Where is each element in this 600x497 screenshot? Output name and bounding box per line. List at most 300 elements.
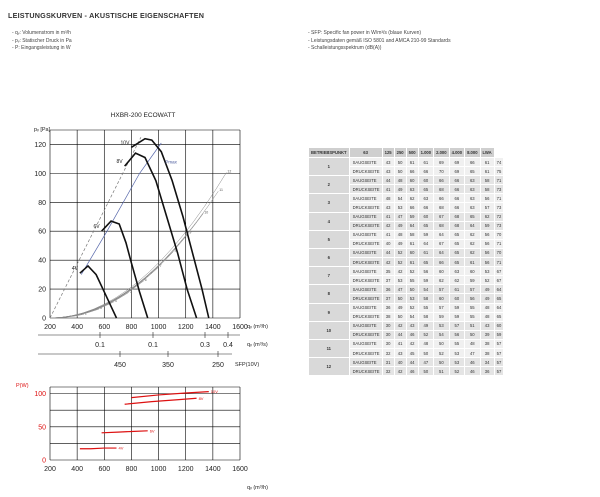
value-cell: 39: [480, 330, 494, 339]
value-cell: 67: [434, 239, 449, 248]
value-cell: 54: [418, 285, 433, 294]
x-tick-label: 800: [125, 466, 138, 473]
column-header: 4.000: [449, 148, 464, 158]
secondary-tick-label: 450: [114, 362, 126, 369]
value-cell: 64: [434, 230, 449, 239]
value-cell: 50: [394, 294, 406, 303]
value-cell: 38: [480, 348, 494, 357]
value-cell: 62: [465, 230, 480, 239]
x-tick-label: 1000: [150, 324, 167, 331]
series-label: 10V: [120, 140, 130, 147]
value-cell: 59: [449, 312, 464, 321]
value-cell: 54: [394, 194, 406, 203]
value-cell: 50: [394, 312, 406, 321]
legend-right: [308, 30, 451, 53]
value-cell: 57: [494, 367, 504, 376]
value-cell: 48: [382, 194, 394, 203]
x-tick-label: 1400: [205, 324, 221, 331]
x-tick-label: 600: [98, 324, 111, 331]
value-cell: 51: [434, 367, 449, 376]
table-row: [309, 248, 504, 257]
system-curve-label: 3: [99, 306, 102, 311]
table-row: [309, 158, 504, 167]
value-cell: 60: [434, 267, 449, 276]
legend-left: [12, 30, 72, 53]
value-cell: 56: [480, 248, 494, 257]
value-cell: 62: [434, 276, 449, 285]
value-cell: 56: [480, 239, 494, 248]
value-cell: 64: [418, 239, 433, 248]
value-cell: 49: [418, 321, 433, 330]
value-cell: 63: [465, 194, 480, 203]
value-cell: 60: [418, 212, 433, 221]
value-cell: 65: [449, 230, 464, 239]
side-cell: SAUGSEITE: [349, 267, 382, 276]
value-cell: 53: [449, 358, 464, 367]
value-cell: 49: [394, 221, 406, 230]
value-cell: 52: [418, 330, 433, 339]
value-cell: 30: [382, 321, 394, 330]
value-cell: 53: [449, 348, 464, 357]
value-cell: 52: [406, 267, 418, 276]
value-cell: 43: [406, 321, 418, 330]
system-curve-label: 2: [84, 311, 87, 316]
value-cell: 42: [406, 339, 418, 348]
value-cell: 59: [449, 303, 464, 312]
value-cell: 62: [465, 239, 480, 248]
value-cell: 60: [494, 321, 504, 330]
series-label: 6V: [149, 428, 155, 434]
side-cell: DRUCKSEITE: [349, 276, 382, 285]
y-tick-label: 100: [34, 391, 46, 399]
value-cell: 66: [434, 194, 449, 203]
value-cell: 58: [406, 230, 418, 239]
series-line: [80, 448, 117, 449]
value-cell: 50: [394, 167, 406, 176]
x-tick-label: 1200: [177, 324, 194, 331]
value-cell: 59: [494, 330, 504, 339]
value-cell: 57: [494, 358, 504, 367]
series-label: 8V: [198, 395, 204, 401]
value-cell: 63: [465, 176, 480, 185]
value-cell: 50: [434, 358, 449, 367]
secondary-tick-label: 0.1: [95, 342, 105, 349]
value-cell: 56: [480, 230, 494, 239]
value-cell: 66: [449, 194, 464, 203]
point-cell: 10: [309, 321, 350, 339]
pressure-chart: [0, 105, 300, 375]
value-cell: 42: [394, 267, 406, 276]
value-cell: 58: [418, 312, 433, 321]
value-cell: 62: [406, 194, 418, 203]
value-cell: 53: [480, 267, 494, 276]
value-cell: 42: [382, 221, 394, 230]
value-cell: 55: [418, 303, 433, 312]
value-cell: 61: [480, 167, 494, 176]
value-cell: 57: [480, 203, 494, 212]
column-header: 125: [382, 148, 394, 158]
column-header: 8.000: [465, 148, 480, 158]
side-cell: SAUGSEITE: [349, 303, 382, 312]
column-header: BETRIEBSPUNKT: [309, 148, 350, 158]
y-tick-label: 60: [38, 228, 46, 236]
value-cell: 67: [434, 212, 449, 221]
legend-item: - Leistungsdaten gemäß ISO 5801 and AMCA 210-99 Standards: [308, 37, 451, 44]
point-cell: 6: [309, 248, 350, 266]
x-tick-label: 200: [44, 466, 56, 473]
x-tick-label: 1000: [150, 466, 167, 473]
value-cell: 74: [494, 158, 504, 167]
value-cell: 48: [480, 312, 494, 321]
system-curve: [50, 292, 129, 318]
value-cell: 69: [449, 167, 464, 176]
value-cell: 59: [418, 276, 433, 285]
value-cell: 54: [434, 330, 449, 339]
value-cell: 36: [382, 285, 394, 294]
value-cell: 36: [382, 303, 394, 312]
series-label: 10V: [210, 389, 218, 395]
side-cell: SAUGSEITE: [349, 358, 382, 367]
value-cell: 49: [480, 285, 494, 294]
system-curve-label: 8: [174, 248, 177, 253]
column-header: LWA: [480, 148, 494, 158]
table-row: [309, 303, 504, 312]
side-cell: SAUGSEITE: [349, 248, 382, 257]
series-label: 8V: [116, 159, 123, 166]
point-cell: 11: [309, 339, 350, 357]
value-cell: 59: [434, 312, 449, 321]
value-cell: 63: [465, 203, 480, 212]
value-cell: 44: [382, 248, 394, 257]
x-tick-label: 400: [71, 324, 83, 331]
secondary-tick-label: 350: [162, 362, 174, 369]
side-cell: DRUCKSEITE: [349, 239, 382, 248]
side-cell: DRUCKSEITE: [349, 312, 382, 321]
value-cell: 60: [449, 294, 464, 303]
table-row: [309, 176, 504, 185]
value-cell: 61: [406, 239, 418, 248]
value-cell: 71: [494, 239, 504, 248]
value-cell: 65: [449, 248, 464, 257]
y-axis-label: pᵥ [Pa]: [34, 127, 51, 133]
x-tick-label: 1200: [177, 466, 194, 473]
legend-item: - Schalleistungsspektrum (dB(A)): [308, 45, 382, 52]
value-cell: 66: [418, 167, 433, 176]
point-cell: 5: [309, 230, 350, 248]
table-row: [309, 230, 504, 239]
x-axis-label: qᵥ (m³/h): [247, 485, 269, 491]
value-cell: 40: [382, 239, 394, 248]
system-curve-label: 10: [204, 210, 209, 215]
value-cell: 34: [480, 358, 494, 367]
y-tick-label: 50: [38, 424, 46, 432]
side-cell: DRUCKSEITE: [349, 258, 382, 267]
value-cell: 42: [394, 321, 406, 330]
value-cell: 47: [394, 285, 406, 294]
value-cell: 66: [449, 176, 464, 185]
value-cell: 66: [418, 203, 433, 212]
value-cell: 56: [449, 330, 464, 339]
series-label: 4V: [118, 445, 124, 451]
column-header: 2.000: [434, 148, 449, 158]
value-cell: 47: [465, 348, 480, 357]
side-cell: SAUGSEITE: [349, 230, 382, 239]
value-cell: 35: [382, 267, 394, 276]
system-curve-label: 9: [189, 230, 192, 235]
value-cell: 48: [465, 339, 480, 348]
point-cell: 8: [309, 285, 350, 303]
system-curve: [50, 281, 144, 318]
point-cell: 2: [309, 176, 350, 194]
value-cell: 44: [394, 330, 406, 339]
value-cell: 52: [434, 348, 449, 357]
value-cell: 46: [406, 367, 418, 376]
value-cell: 43: [382, 158, 394, 167]
value-cell: 30: [382, 330, 394, 339]
side-cell: SAUGSEITE: [349, 194, 382, 203]
value-cell: 57: [494, 348, 504, 357]
value-cell: 32: [382, 348, 394, 357]
series-line: [102, 431, 148, 433]
value-cell: 65: [418, 221, 433, 230]
value-cell: 69: [449, 158, 464, 167]
system-curve-label: 12: [227, 169, 232, 174]
value-cell: 50: [406, 285, 418, 294]
value-cell: 48: [394, 230, 406, 239]
side-cell: DRUCKSEITE: [349, 167, 382, 176]
point-cell: 3: [309, 194, 350, 212]
secondary-tick-label: 0.4: [223, 342, 233, 349]
y-tick-label: 100: [34, 170, 46, 178]
acoustic-table: [308, 147, 504, 376]
legend-item: - SFP: Specific fan power in W/m³/s (blaue Kurven): [308, 30, 422, 36]
x-tick-label: 1400: [205, 466, 221, 473]
power-chart: [0, 375, 300, 497]
value-cell: 68: [434, 221, 449, 230]
x-tick-label: 600: [98, 466, 111, 473]
value-cell: 65: [418, 185, 433, 194]
value-cell: 66: [406, 167, 418, 176]
value-cell: 46: [406, 330, 418, 339]
system-curve-label: 5: [129, 289, 132, 294]
value-cell: 42: [394, 367, 406, 376]
y-tick-label: 40: [38, 257, 46, 265]
x-axis-label: qᵥ (m³/h): [247, 324, 269, 330]
value-cell: 59: [480, 221, 494, 230]
value-cell: 32: [382, 367, 394, 376]
value-cell: 43: [394, 348, 406, 357]
value-cell: 41: [382, 212, 394, 221]
value-cell: 43: [382, 203, 394, 212]
value-cell: 69: [434, 158, 449, 167]
value-cell: 66: [434, 176, 449, 185]
side-cell: SAUGSEITE: [349, 176, 382, 185]
value-cell: 44: [382, 176, 394, 185]
value-cell: 63: [418, 194, 433, 203]
system-curve-label: 11: [219, 188, 223, 193]
value-cell: 68: [434, 203, 449, 212]
value-cell: 71: [494, 176, 504, 185]
value-cell: 41: [382, 185, 394, 194]
value-cell: 40: [394, 358, 406, 367]
value-cell: 49: [480, 294, 494, 303]
value-cell: 71: [494, 194, 504, 203]
secondary-axis-label: qᵥ (m³/s): [247, 342, 268, 348]
value-cell: 52: [406, 303, 418, 312]
value-cell: 60: [434, 294, 449, 303]
pmax-label: Pmax: [165, 159, 177, 165]
value-cell: 57: [465, 285, 480, 294]
value-cell: 58: [480, 185, 494, 194]
secondary-tick-label: 0.3: [200, 342, 210, 349]
table-row: [309, 267, 504, 276]
value-cell: 47: [394, 212, 406, 221]
column-header: 250: [394, 148, 406, 158]
secondary-tick-label: 250: [212, 362, 224, 369]
table-row: [309, 212, 504, 221]
secondary-tick-label: 0.1: [148, 342, 158, 349]
legend-item: - pᵥ: Statischer Druck in Pa: [12, 37, 72, 44]
value-cell: 37: [382, 294, 394, 303]
value-cell: 73: [494, 203, 504, 212]
value-cell: 31: [382, 358, 394, 367]
side-cell: DRUCKSEITE: [349, 330, 382, 339]
side-cell: DRUCKSEITE: [349, 203, 382, 212]
value-cell: 73: [494, 221, 504, 230]
value-cell: 72: [494, 212, 504, 221]
value-cell: 68: [434, 185, 449, 194]
value-cell: 38: [480, 339, 494, 348]
point-cell: 7: [309, 267, 350, 285]
value-cell: 48: [394, 176, 406, 185]
value-cell: 63: [449, 267, 464, 276]
side-cell: SAUGSEITE: [349, 339, 382, 348]
value-cell: 57: [434, 285, 449, 294]
value-cell: 30: [382, 339, 394, 348]
value-cell: 36: [480, 367, 494, 376]
value-cell: 66: [434, 258, 449, 267]
series-line: [80, 266, 117, 318]
system-curve: [50, 172, 226, 318]
table-row: [309, 321, 504, 330]
value-cell: 48: [418, 339, 433, 348]
legend-item: - P: Eingangsleistung in W: [12, 45, 71, 52]
secondary-axis-label: SFP(10V): [235, 362, 260, 368]
value-cell: 53: [394, 203, 406, 212]
value-cell: 41: [382, 230, 394, 239]
value-cell: 64: [465, 221, 480, 230]
value-cell: 61: [465, 258, 480, 267]
value-cell: 38: [382, 312, 394, 321]
value-cell: 53: [394, 276, 406, 285]
value-cell: 49: [394, 185, 406, 194]
value-cell: 64: [406, 221, 418, 230]
value-cell: 65: [465, 212, 480, 221]
value-cell: 62: [480, 212, 494, 221]
value-cell: 50: [465, 330, 480, 339]
value-cell: 52: [480, 276, 494, 285]
y-axis-label: P(W): [16, 383, 29, 389]
value-cell: 61: [406, 258, 418, 267]
value-cell: 48: [480, 303, 494, 312]
point-cell: 12: [309, 358, 350, 376]
value-cell: 60: [406, 248, 418, 257]
value-cell: 67: [494, 267, 504, 276]
value-cell: 64: [494, 285, 504, 294]
x-tick-label: 1600: [232, 324, 248, 331]
side-cell: DRUCKSEITE: [349, 367, 382, 376]
table-row: [309, 194, 504, 203]
value-cell: 66: [406, 203, 418, 212]
value-cell: 65: [418, 258, 433, 267]
point-cell: 1: [309, 158, 350, 176]
value-cell: 70: [494, 230, 504, 239]
value-cell: 55: [449, 339, 464, 348]
side-cell: DRUCKSEITE: [349, 185, 382, 194]
value-cell: 52: [449, 367, 464, 376]
value-cell: 56: [465, 294, 480, 303]
x-tick-label: 400: [71, 466, 83, 473]
value-cell: 54: [406, 312, 418, 321]
value-cell: 59: [418, 230, 433, 239]
value-cell: 66: [449, 203, 464, 212]
value-cell: 63: [406, 185, 418, 194]
table-header-row: [309, 148, 504, 158]
value-cell: 56: [480, 258, 494, 267]
value-cell: 62: [465, 248, 480, 257]
value-cell: 66: [449, 185, 464, 194]
series-line: [131, 392, 208, 398]
value-cell: 68: [449, 212, 464, 221]
side-cell: SAUGSEITE: [349, 321, 382, 330]
side-cell: SAUGSEITE: [349, 285, 382, 294]
value-cell: 61: [449, 285, 464, 294]
value-cell: 53: [434, 321, 449, 330]
value-cell: 43: [382, 167, 394, 176]
value-cell: 46: [465, 358, 480, 367]
series-label: 6V: [93, 224, 100, 231]
x-tick-label: 200: [44, 324, 56, 331]
value-cell: 62: [449, 276, 464, 285]
system-curve: [50, 233, 188, 318]
value-cell: 65: [449, 258, 464, 267]
column-header: 1.000: [418, 148, 433, 158]
value-cell: 45: [406, 348, 418, 357]
value-cell: 55: [465, 312, 480, 321]
x-tick-label: 1600: [232, 466, 248, 473]
value-cell: 65: [465, 167, 480, 176]
value-cell: 53: [406, 294, 418, 303]
y-tick-label: 0: [42, 315, 46, 323]
value-cell: 73: [494, 185, 504, 194]
value-cell: 61: [418, 248, 433, 257]
value-cell: 70: [434, 167, 449, 176]
side-cell: SAUGSEITE: [349, 212, 382, 221]
value-cell: 58: [418, 294, 433, 303]
table-row: [309, 285, 504, 294]
value-cell: 42: [382, 258, 394, 267]
system-curve-label: 6: [144, 277, 147, 282]
page-title: LEISTUNGSKURVEN - AKUSTISCHE EIGENSCHAFTEN: [8, 11, 205, 20]
value-cell: 37: [382, 276, 394, 285]
value-cell: 64: [434, 248, 449, 257]
value-cell: 41: [394, 339, 406, 348]
value-cell: 65: [449, 239, 464, 248]
value-cell: 50: [418, 367, 433, 376]
point-cell: 9: [309, 303, 350, 321]
value-cell: 50: [394, 158, 406, 167]
point-cell: 4: [309, 212, 350, 230]
